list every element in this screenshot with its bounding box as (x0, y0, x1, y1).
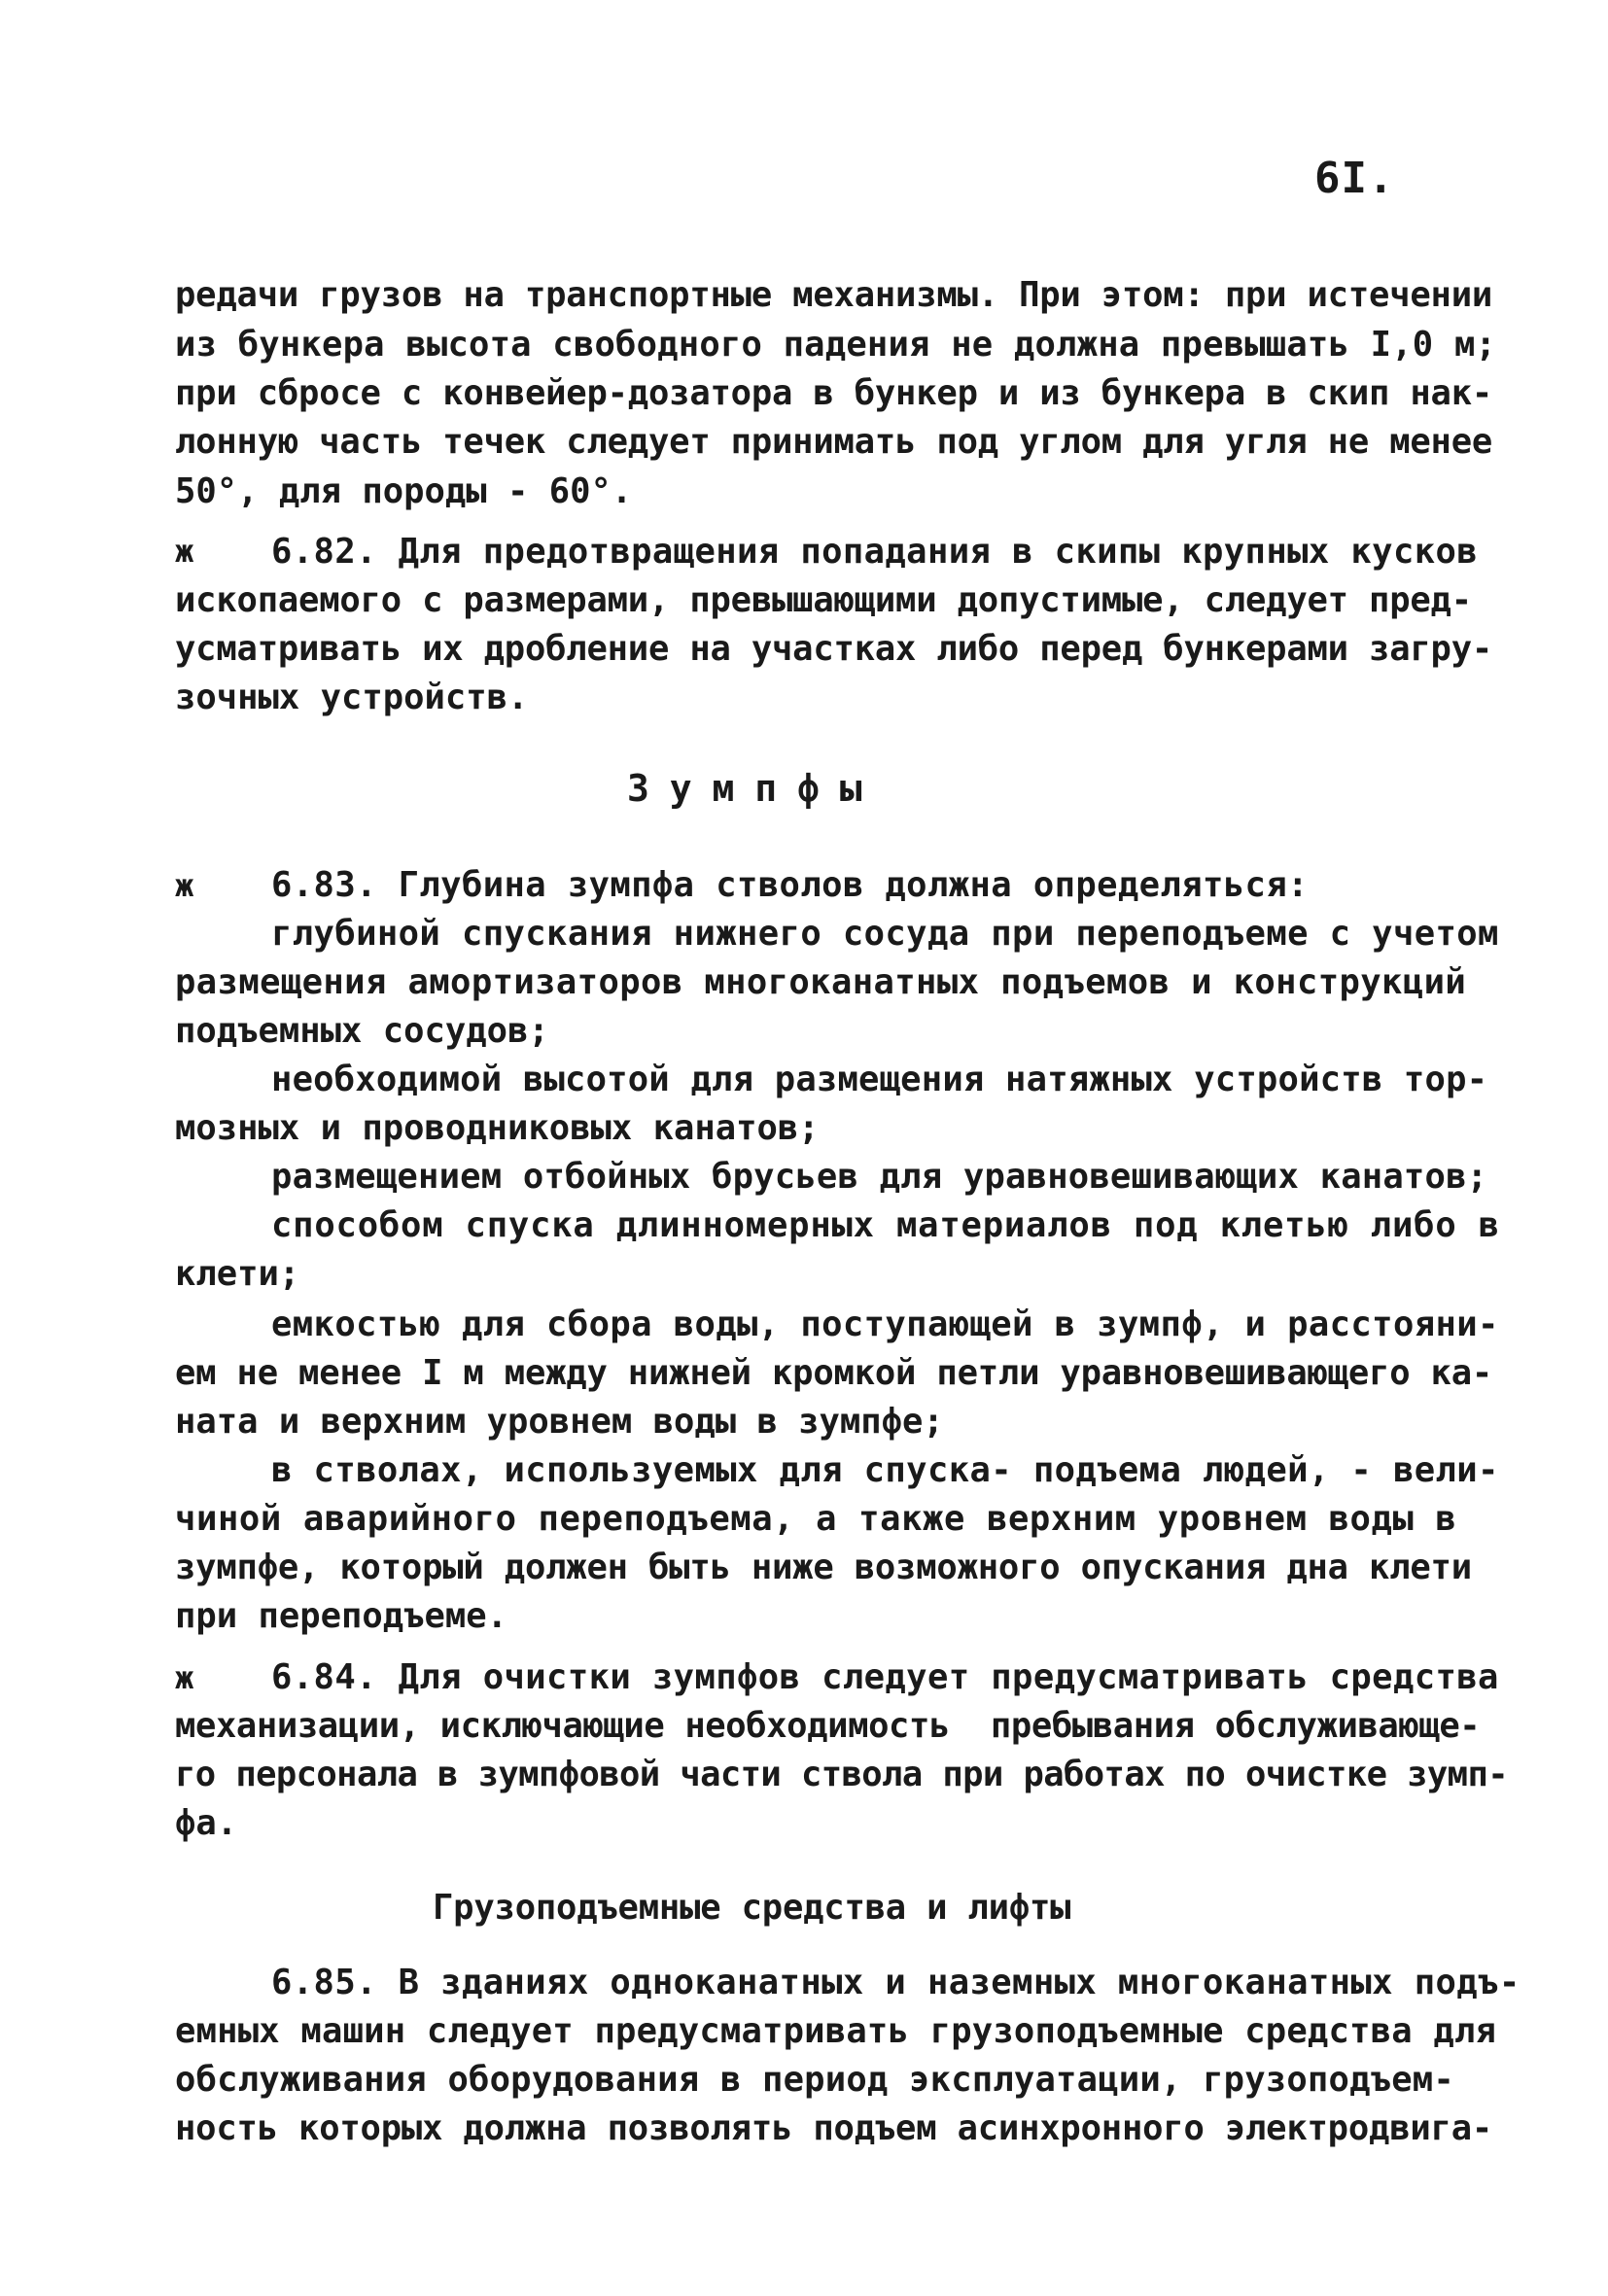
text-line: механизации, исключающие необходимость пребывания обслуживающе- (175, 1706, 1481, 1746)
text-line: чиной аварийного переподъема, а также верхним уровнем воды в (175, 1499, 1457, 1539)
text-line: способом спуска длинномерных материалов под клетью либо в (271, 1205, 1500, 1245)
text-line: зочных устройств. (175, 678, 529, 717)
text-line: размещения амортизаторов многоканатных подъемов и конструкций (175, 962, 1467, 1002)
text-line: емных машин следует предусматривать грузоподъемные средства для (175, 2011, 1497, 2051)
text-line: зумпфе, который должен быть ниже возможного опускания дна клети (175, 1548, 1472, 1587)
text-line: при переподъеме. (175, 1596, 507, 1636)
text-line: 6.82. Для предотвращения попадания в скипы крупных кусков (271, 532, 1479, 572)
text-line: ископаемого с размерами, превышающими допустимые, следует пред- (175, 580, 1472, 620)
section-heading-lifts: Грузоподъемные средства и лифты (433, 1888, 1071, 1928)
text-line: редачи грузов на транспортные механизмы. При этом: при истечении (175, 275, 1493, 315)
amendment-marker: ж (175, 533, 194, 570)
text-line: глубиной спускания нижнего сосуда при переподъеме с учетом (271, 914, 1499, 954)
text-line: усматривать их дробление на участках либо перед бункерами загру- (175, 629, 1493, 669)
text-line: клети; (175, 1254, 300, 1294)
text-line: ната и верхним уровнем воды в зумпфе; (175, 1402, 944, 1442)
amendment-marker: ж (175, 1659, 194, 1696)
text-line: ем не менее I м между нижней кромкой петли уравновешивающего ка- (175, 1353, 1493, 1393)
text-line: подъемных сосудов; (175, 1011, 549, 1051)
text-line: го персонала в зумпфовой части ствола при работах по очистке зумп- (175, 1755, 1509, 1794)
page-number: 6I. (1314, 154, 1395, 203)
text-line: лонную часть течек следует принимать под углом для угля не менее (175, 422, 1493, 462)
text-line: размещением отбойных брусьев для уравновешивающих канатов; (271, 1157, 1488, 1197)
text-line: мозных и проводниковых канатов; (175, 1108, 820, 1148)
text-line: фа. (175, 1803, 238, 1843)
section-heading-sumps: З у м п ф ы (627, 767, 861, 810)
text-line: 6.85. В зданиях одноканатных и наземных многоканатных подъ- (271, 1963, 1521, 2002)
text-line: при сбросе с конвейер-дозатора в бункер и из бункера в скип нак- (175, 373, 1493, 413)
text-line: емкостью для сбора воды, поступающей в зумпф, и расстояни- (271, 1305, 1499, 1344)
amendment-marker: ж (175, 867, 194, 904)
text-line: необходимой высотой для размещения натяжных устройств тор- (271, 1060, 1488, 1099)
text-line: 6.84. Для очистки зумпфов следует предусматривать средства (271, 1657, 1499, 1697)
text-line: обслуживания оборудования в период эксплуатации, грузоподъем- (175, 2060, 1454, 2100)
text-line: 6.83. Глубина зумпфа стволов должна определяться: (271, 865, 1309, 905)
text-line: в стволах, используемых для спуска- подъема людей, - вели- (271, 1450, 1499, 1490)
text-line: 50°, для породы - 60°. (175, 471, 633, 511)
text-line: из бункера высота свободного падения не должна превышать I,0 м; (175, 325, 1497, 365)
text-line: ность которых должна позволять подъем асинхронного электродвига- (175, 2108, 1493, 2148)
